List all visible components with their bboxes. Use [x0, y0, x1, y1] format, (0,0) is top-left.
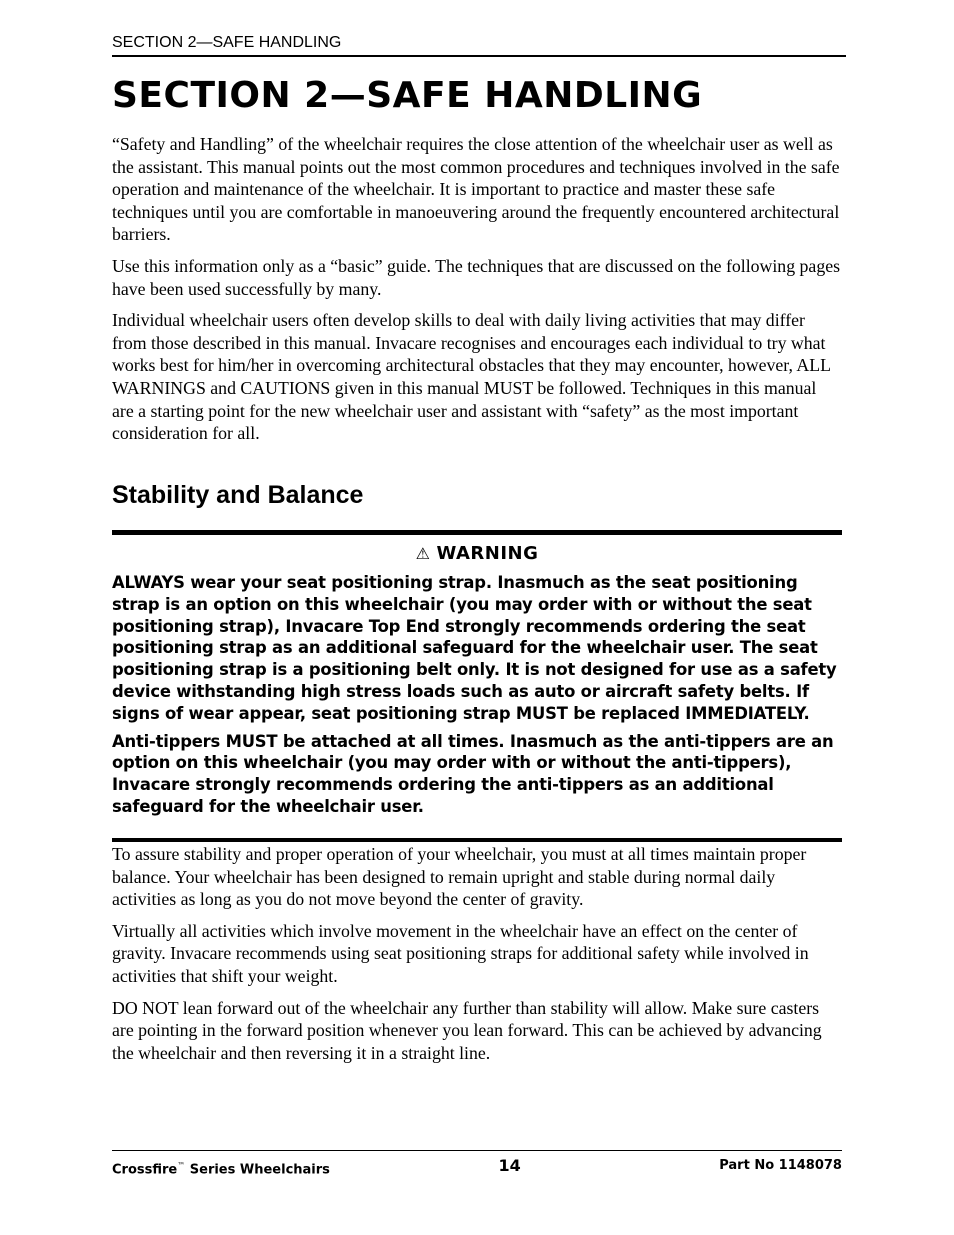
body-paragraph: To assure stability and proper operation of your wheelchair, you must at all times maintain proper balance. Your wheelchair has been designed to remain upright and stable during normal daily activities as long as you do not move beyond the center of gravity. — [112, 844, 807, 910]
warning-paragraph: Anti-tippers MUST be attached at all times. Inasmuch as the anti-tippers are an option on this wheelchair (you may order with or without the anti-tippers), Invacare strongly recommends ordering the anti-tippers as an additional safeguard for the wheelchair user. — [112, 731, 834, 816]
intro-section — [112, 133, 842, 454]
part-number: Part No 1148078 — [719, 1158, 842, 1173]
intro-paragraph: Individual wheelchair users often develop skills to deal with daily living activities that may differ from those described in this manual. Invacare recognises and encourages each individual to try what works best for him/her in overcoming architectural obstacles that they may encounter, however, ALL WARNINGS and CAUTIONS given in this manual MUST be followed. Techniques in this manual are a starting point for the new wheelchair user and assistant with “safety” as the most important consideration for all. — [112, 310, 831, 444]
body-paragraph: DO NOT lean forward out of the wheelchair any further than stability will allow. Make sure casters are pointing in the forward position whenever you lean forward. This can be achieved by advancing the wheelchair and then reversing it in a straight line. — [112, 997, 822, 1063]
body-paragraph: Virtually all activities which involve movement in the wheelchair have an effect on the center of gravity. Invacare recommends using seat positioning straps for additional safety while involved in activities that shift your weight. — [112, 920, 809, 986]
page-footer — [112, 1150, 842, 1179]
footer-product-name: Crossfire — [112, 1162, 178, 1178]
warning-box — [112, 530, 842, 842]
page-number: 14 — [498, 1156, 521, 1175]
intro-paragraph: Use this information only as a “basic” guide. The techniques that are discussed on the following pages have been used successfully by many. — [112, 255, 841, 299]
warning-triangle-icon: ⚠ — [415, 544, 431, 563]
stability-body — [112, 843, 842, 1073]
warning-paragraph: ALWAYS wear your seat positioning strap. Inasmuch as the seat positioning strap is an option on this wheelchair (you may order with or without the seat positioning strap), Invacare Top End strongly recommends ordering the seat positioning strap as an additional safeguard for the wheelchair user. The seat positioning strap is a positioning belt only. It is not designed for use as a safety device withstanding high stress loads such as auto or aircraft safety belts. If signs of wear appear, seat positioning strap MUST be replaced IMMEDIATELY. — [112, 573, 837, 723]
footer-product-suffix: Series Wheelchairs — [185, 1162, 330, 1178]
running-head: SECTION 2—SAFE HANDLING — [112, 33, 846, 57]
footer-product — [112, 1157, 330, 1179]
intro-paragraph: “Safety and Handling” of the wheelchair requires the close attention of the wheelchair user as well as the assistant. This manual points out the most common procedures and techniques involved in the safe operation and maintenance of the wheelchair. It is important to practice and master these safe techniques until you are comfortable in manoeuvering around the frequently encountered architectural barriers. — [112, 134, 840, 245]
page-title: SECTION 2—SAFE HANDLING — [112, 75, 703, 116]
trademark-symbol: ™ — [177, 1161, 186, 1170]
warning-title — [112, 542, 842, 566]
warning-label: WARNING — [436, 543, 539, 564]
section-heading: Stability and Balance — [112, 481, 364, 509]
